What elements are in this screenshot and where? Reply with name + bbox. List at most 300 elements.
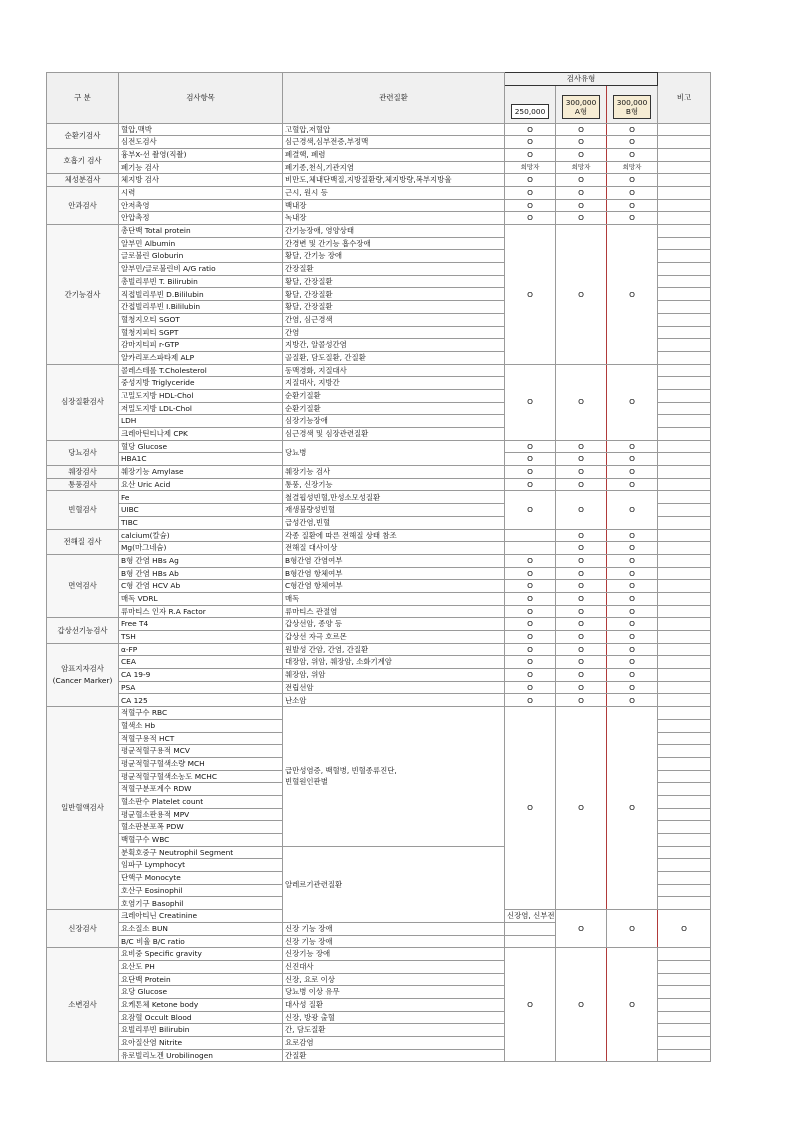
related-disease: B형간염 항체여부 bbox=[283, 567, 505, 580]
table-row bbox=[47, 948, 711, 961]
mark-type-a: O bbox=[556, 186, 607, 199]
section-name bbox=[47, 225, 119, 365]
related-disease: 간염 bbox=[283, 326, 505, 339]
test-item: B/C 비율 B/C ratio bbox=[119, 935, 283, 948]
mark-basic: O bbox=[505, 364, 556, 440]
related-disease: 신장염, 신부전 bbox=[505, 910, 556, 923]
mark-type-b: O bbox=[607, 199, 658, 212]
note-cell bbox=[658, 1024, 711, 1037]
test-item: 혈색소 Hb bbox=[119, 719, 283, 732]
mark-type-a: O bbox=[556, 554, 607, 567]
mark-basic: O bbox=[505, 554, 556, 567]
related-disease: 간장질환 bbox=[283, 263, 505, 276]
test-item: 요당 Glucose bbox=[119, 986, 283, 999]
section-name bbox=[47, 174, 119, 187]
note-cell bbox=[658, 998, 711, 1011]
test-item: 혈청지피티 SGPT bbox=[119, 326, 283, 339]
note-cell bbox=[658, 402, 711, 415]
note-cell bbox=[658, 707, 711, 720]
section-name bbox=[47, 123, 119, 148]
test-item: 총단백 Total protein bbox=[119, 225, 283, 238]
mark-type-b: O bbox=[607, 478, 658, 491]
note-cell bbox=[658, 948, 711, 961]
related-disease: 췌장암, 위암 bbox=[283, 669, 505, 682]
note-cell bbox=[658, 872, 711, 885]
mark-type-a: O bbox=[556, 364, 607, 440]
mark-type-a: O bbox=[556, 440, 607, 453]
test-item: 고밀도지방 HDL-Chol bbox=[119, 389, 283, 402]
test-item: B형 간염 HBs Ab bbox=[119, 567, 283, 580]
test-item: 매독 VDRL bbox=[119, 592, 283, 605]
related-disease: 당뇨병 이상 유무 bbox=[283, 986, 505, 999]
note-cell bbox=[658, 745, 711, 758]
test-item: 알카리포스파타제 ALP bbox=[119, 351, 283, 364]
section-name bbox=[47, 478, 119, 491]
note-cell bbox=[658, 846, 711, 859]
table-row bbox=[47, 707, 711, 720]
related-disease: 폐결핵, 폐렴 bbox=[283, 148, 505, 161]
related-disease: 신장, 요로 이상 bbox=[283, 973, 505, 986]
note-cell bbox=[658, 516, 711, 529]
related-disease: 원발성 간암, 간염, 간질환 bbox=[283, 643, 505, 656]
mark-type-a: O bbox=[556, 707, 607, 910]
section-title: 면역검사 bbox=[68, 581, 97, 591]
related-disease: 전해질 대사이상 bbox=[283, 542, 505, 555]
table-row bbox=[47, 491, 711, 504]
section-title: 체성분검사 bbox=[64, 175, 101, 185]
test-item: 적혈구용적 HCT bbox=[119, 732, 283, 745]
mark-type-a: O bbox=[556, 948, 607, 1062]
related-disease: C형간염 항체여부 bbox=[283, 580, 505, 593]
related-disease: 요로감염 bbox=[283, 1037, 505, 1050]
test-item: 분획호중구 Neutrophil Segment bbox=[119, 846, 283, 859]
section-title: 당뇨검사 bbox=[68, 448, 97, 458]
test-item: 안압촉정 bbox=[119, 212, 283, 225]
test-item: 폐기능 검사 bbox=[119, 161, 283, 174]
note-cell bbox=[658, 123, 711, 136]
note-cell bbox=[658, 694, 711, 707]
table-row bbox=[47, 669, 711, 682]
mark-basic: O bbox=[505, 707, 556, 910]
note-cell bbox=[658, 263, 711, 276]
test-item: 평균적혈구혈색소량 MCH bbox=[119, 757, 283, 770]
note-cell bbox=[658, 656, 711, 669]
section-name bbox=[47, 948, 119, 1062]
table-row bbox=[47, 554, 711, 567]
note-cell bbox=[658, 377, 711, 390]
table-row bbox=[47, 618, 711, 631]
section-title: 빈혈검사 bbox=[68, 505, 97, 515]
test-item: 유로빌리노겐 Urobilinogen bbox=[119, 1049, 283, 1062]
test-item: Fe bbox=[119, 491, 283, 504]
mark-type-b: O bbox=[607, 592, 658, 605]
header-disease: 관련질환 bbox=[283, 73, 505, 124]
disease-text: 급만성염증, 백혈병, 빈혈종류진단, bbox=[285, 765, 397, 775]
test-item: 혈청지오티 SGOT bbox=[119, 313, 283, 326]
mark-type-b: O bbox=[607, 681, 658, 694]
mark-type-a: O bbox=[556, 605, 607, 618]
test-item: CEA bbox=[119, 656, 283, 669]
section-title: 갑상선기능검사 bbox=[57, 625, 108, 635]
test-item: 혈소판수 Platelet count bbox=[119, 795, 283, 808]
header-test-type: 검사유형 bbox=[505, 73, 658, 86]
test-item: 안저촉영 bbox=[119, 199, 283, 212]
test-item: 시력 bbox=[119, 186, 283, 199]
mark-type-b: O bbox=[607, 605, 658, 618]
related-disease: 신장기능 장애 bbox=[283, 948, 505, 961]
test-item: B형 간염 HBs Ag bbox=[119, 554, 283, 567]
related-disease: 갑상선 자극 호르몬 bbox=[283, 631, 505, 644]
related-disease: 통풍, 신장기능 bbox=[283, 478, 505, 491]
related-disease: 간경변 및 간기능 흡수장애 bbox=[283, 237, 505, 250]
test-item: 중성지방 Triglyceride bbox=[119, 377, 283, 390]
related-disease: 심근경색 및 심장관련질환 bbox=[283, 428, 505, 441]
table-row bbox=[47, 148, 711, 161]
table-row bbox=[47, 199, 711, 212]
note-cell bbox=[505, 922, 556, 935]
related-disease: 급성간염,빈혈 bbox=[283, 516, 505, 529]
related-disease: 폐기종,천식,기관지염 bbox=[283, 161, 505, 174]
mark-type-b: O bbox=[607, 580, 658, 593]
related-disease: 대장암, 위암, 췌장암, 소화기계암 bbox=[283, 656, 505, 669]
test-item: 요아질산염 Nitrite bbox=[119, 1037, 283, 1050]
note-cell bbox=[658, 859, 711, 872]
test-item: 혈소판분포폭 PDW bbox=[119, 821, 283, 834]
mark-type-b: O bbox=[607, 440, 658, 453]
related-disease: 갑상선암, 종양 등 bbox=[283, 618, 505, 631]
test-item: 총빌리루빈 T. Bilirubin bbox=[119, 275, 283, 288]
mark-basic: O bbox=[505, 225, 556, 365]
note-cell bbox=[505, 935, 556, 948]
note-cell bbox=[658, 631, 711, 644]
section-name bbox=[47, 186, 119, 224]
mark-type-b: 희망자 bbox=[607, 161, 658, 174]
mark-type-b: O bbox=[607, 707, 658, 910]
note-cell bbox=[658, 986, 711, 999]
note-cell bbox=[658, 719, 711, 732]
mark-type-b: O bbox=[607, 567, 658, 580]
test-item: CA 19-9 bbox=[119, 669, 283, 682]
note-cell bbox=[658, 288, 711, 301]
related-disease: 간염, 심근경색 bbox=[283, 313, 505, 326]
table-row bbox=[47, 212, 711, 225]
table-row bbox=[47, 592, 711, 605]
related-disease: 지방간, 알콜성간염 bbox=[283, 339, 505, 352]
mark-basic: O bbox=[505, 478, 556, 491]
related-disease: 신장 기능 장애 bbox=[283, 922, 505, 935]
test-item: 알부민 Albumin bbox=[119, 237, 283, 250]
note-cell bbox=[658, 669, 711, 682]
price-basic: 250,000 bbox=[511, 104, 550, 119]
test-item: 저밀도지방 LDL-Chol bbox=[119, 402, 283, 415]
note-cell bbox=[658, 212, 711, 225]
note-cell bbox=[658, 161, 711, 174]
header-note: 비고 bbox=[658, 73, 711, 124]
table-row bbox=[47, 364, 711, 377]
test-item: C형 간염 HCV Ab bbox=[119, 580, 283, 593]
section-title: 안과검사 bbox=[68, 200, 97, 210]
related-disease: 간질환 bbox=[283, 1049, 505, 1062]
related-disease bbox=[283, 846, 505, 922]
test-item: TIBC bbox=[119, 516, 283, 529]
related-disease: 순환기질환 bbox=[283, 402, 505, 415]
test-item: 크레아티닌 Creatinine bbox=[119, 910, 283, 923]
related-disease: 고혈압,저혈압 bbox=[283, 123, 505, 136]
test-item: LDH bbox=[119, 415, 283, 428]
note-cell bbox=[658, 326, 711, 339]
mark-type-b: O bbox=[607, 643, 658, 656]
mark-type-a: O bbox=[556, 681, 607, 694]
mark-type-a: O bbox=[556, 212, 607, 225]
mark-type-a: 희망자 bbox=[556, 161, 607, 174]
table-row bbox=[47, 631, 711, 644]
test-item: 요케톤체 Ketone body bbox=[119, 998, 283, 1011]
checkup-table bbox=[46, 72, 711, 1062]
note-cell bbox=[658, 554, 711, 567]
type-basic bbox=[505, 85, 556, 123]
note-cell bbox=[658, 529, 711, 542]
mark-type-a: O bbox=[556, 148, 607, 161]
note-cell bbox=[658, 1049, 711, 1062]
related-disease: 간, 담도질환 bbox=[283, 1024, 505, 1037]
section-subtitle: (Cancer Marker) bbox=[52, 675, 113, 685]
note-cell bbox=[658, 301, 711, 314]
related-disease: 백내장 bbox=[283, 199, 505, 212]
note-cell bbox=[658, 592, 711, 605]
mark-basic: O bbox=[505, 669, 556, 682]
mark-type-a: O bbox=[556, 618, 607, 631]
mark-basic: O bbox=[505, 681, 556, 694]
note-cell bbox=[658, 960, 711, 973]
mark-basic: O bbox=[505, 592, 556, 605]
related-disease: 철결핍성빈혈,만성소모성질환 bbox=[283, 491, 505, 504]
header-category: 구 분 bbox=[47, 73, 119, 124]
section-name bbox=[47, 910, 119, 948]
related-disease: 비만도,체내단백질,지방질환량,체지방량,복부지방율 bbox=[283, 174, 505, 187]
table-row bbox=[47, 186, 711, 199]
test-item: α-FP bbox=[119, 643, 283, 656]
related-disease: 녹내장 bbox=[283, 212, 505, 225]
section-name bbox=[47, 148, 119, 173]
related-disease: B형간염 간염여부 bbox=[283, 554, 505, 567]
price-b: 300,000 B형 bbox=[613, 95, 652, 119]
test-item: 크레아틴티나제 CPK bbox=[119, 428, 283, 441]
disease-text: 빈혈원인판별 bbox=[285, 777, 328, 787]
related-disease: 당뇨병 bbox=[283, 440, 505, 465]
section-title: 통풍검사 bbox=[68, 479, 97, 489]
mark-type-a: O bbox=[607, 910, 658, 948]
test-item: CA 125 bbox=[119, 694, 283, 707]
section-title: 간기능검사 bbox=[64, 289, 101, 299]
section-name bbox=[47, 491, 119, 529]
note-cell bbox=[658, 808, 711, 821]
note-cell bbox=[658, 681, 711, 694]
mark-type-b: O bbox=[607, 212, 658, 225]
mark-type-b: O bbox=[607, 694, 658, 707]
type-b bbox=[607, 85, 658, 123]
mark-type-b: O bbox=[607, 453, 658, 466]
related-disease: 황달, 간기능 장애 bbox=[283, 250, 505, 263]
mark-type-b: O bbox=[607, 364, 658, 440]
note-cell bbox=[658, 1037, 711, 1050]
related-disease: 심근경색,심부전증,부정맥 bbox=[283, 136, 505, 149]
related-disease: 순환기질환 bbox=[283, 389, 505, 402]
test-item: 심전도검사 bbox=[119, 136, 283, 149]
note-cell bbox=[658, 897, 711, 910]
related-disease: 황달, 간장질환 bbox=[283, 275, 505, 288]
note-cell bbox=[658, 770, 711, 783]
mark-type-b: O bbox=[607, 136, 658, 149]
mark-type-a: O bbox=[556, 136, 607, 149]
table-row bbox=[47, 136, 711, 149]
table-row bbox=[47, 440, 711, 453]
table-row bbox=[47, 580, 711, 593]
table-row bbox=[47, 567, 711, 580]
table-body bbox=[47, 123, 711, 1062]
test-item: 체지방 검사 bbox=[119, 174, 283, 187]
test-item: 단핵구 Monocyte bbox=[119, 872, 283, 885]
mark-type-a: O bbox=[556, 694, 607, 707]
mark-basic: O bbox=[505, 643, 556, 656]
test-item: 알부민/글로불린비 A/G ratio bbox=[119, 263, 283, 276]
table-row bbox=[47, 529, 711, 542]
mark-type-b: O bbox=[607, 491, 658, 529]
note-cell bbox=[658, 453, 711, 466]
table-row bbox=[47, 643, 711, 656]
mark-type-a: O bbox=[556, 592, 607, 605]
related-disease: 심장기능장애 bbox=[283, 415, 505, 428]
test-item: 평균적혈구용적 MCV bbox=[119, 745, 283, 758]
note-cell bbox=[658, 440, 711, 453]
mark-type-a: O bbox=[556, 453, 607, 466]
mark-type-b: O bbox=[658, 910, 711, 948]
mark-type-a: O bbox=[556, 225, 607, 365]
related-disease: 지질대사, 지방간 bbox=[283, 377, 505, 390]
note-cell bbox=[658, 275, 711, 288]
test-item: 혈압,맥박 bbox=[119, 123, 283, 136]
mark-type-b: O bbox=[607, 669, 658, 682]
mark-basic: O bbox=[505, 631, 556, 644]
note-cell bbox=[658, 389, 711, 402]
mark-basic: O bbox=[505, 440, 556, 453]
mark-type-a: O bbox=[556, 643, 607, 656]
test-item: Mg(마그네슘) bbox=[119, 542, 283, 555]
test-item: 요산도 PH bbox=[119, 960, 283, 973]
test-item: 간접빌리루빈 I.Bililubin bbox=[119, 301, 283, 314]
note-cell bbox=[658, 428, 711, 441]
table-row bbox=[47, 123, 711, 136]
section-title: 전해질 검사 bbox=[63, 536, 102, 546]
note-cell bbox=[658, 884, 711, 897]
mark-type-a: O bbox=[556, 656, 607, 669]
related-disease: 췌장기능 검사 bbox=[283, 466, 505, 479]
mark-basic: O bbox=[505, 694, 556, 707]
test-item: Free T4 bbox=[119, 618, 283, 631]
note-cell bbox=[658, 504, 711, 517]
test-item: 호산구 Eosinophil bbox=[119, 884, 283, 897]
mark-basic: O bbox=[505, 199, 556, 212]
table-row bbox=[47, 605, 711, 618]
test-item: 요소질소 BUN bbox=[119, 922, 283, 935]
test-item: 평균적혈구혈색소농도 MCHC bbox=[119, 770, 283, 783]
note-cell bbox=[658, 466, 711, 479]
test-item: 요단백 Protein bbox=[119, 973, 283, 986]
mark-type-a: O bbox=[556, 199, 607, 212]
note-cell bbox=[658, 732, 711, 745]
mark-type-a: O bbox=[556, 631, 607, 644]
mark-type-b: O bbox=[607, 186, 658, 199]
note-cell bbox=[658, 199, 711, 212]
test-item: HBA1C bbox=[119, 453, 283, 466]
mark-type-a: O bbox=[556, 478, 607, 491]
related-disease: 황달, 간장질환 bbox=[283, 301, 505, 314]
mark-basic bbox=[505, 542, 556, 555]
table-row bbox=[47, 466, 711, 479]
test-item: 혈당 Glucose bbox=[119, 440, 283, 453]
test-item: 췌장기능 Amylase bbox=[119, 466, 283, 479]
related-disease: 근시, 원시 등 bbox=[283, 186, 505, 199]
test-item: 백혈구수 WBC bbox=[119, 834, 283, 847]
related-disease: 류마티스 관절염 bbox=[283, 605, 505, 618]
mark-type-a: O bbox=[556, 123, 607, 136]
mark-type-b: O bbox=[607, 529, 658, 542]
test-item: 글로불린 Globurin bbox=[119, 250, 283, 263]
test-item: 적혈구수 RBC bbox=[119, 707, 283, 720]
section-name bbox=[47, 440, 119, 465]
note-cell bbox=[658, 250, 711, 263]
mark-type-a: O bbox=[556, 529, 607, 542]
note-cell bbox=[658, 491, 711, 504]
note-cell bbox=[658, 237, 711, 250]
mark-basic: O bbox=[505, 618, 556, 631]
section-title: 췌장검사 bbox=[68, 467, 97, 477]
mark-type-b: O bbox=[607, 618, 658, 631]
mark-basic: O bbox=[505, 567, 556, 580]
related-disease: 대사성 질환 bbox=[283, 998, 505, 1011]
note-cell bbox=[658, 186, 711, 199]
mark-basic: O bbox=[505, 948, 556, 1062]
test-item: 직접빌리루빈 D.Bililubin bbox=[119, 288, 283, 301]
test-item: 요빌리루빈 Bilirubin bbox=[119, 1024, 283, 1037]
section-title: 순환기검사 bbox=[64, 130, 101, 140]
related-disease: 신진대사 bbox=[283, 960, 505, 973]
related-disease: 황달, 간장질환 bbox=[283, 288, 505, 301]
mark-basic bbox=[505, 529, 556, 542]
mark-type-b: O bbox=[607, 466, 658, 479]
mark-basic: 희망자 bbox=[505, 161, 556, 174]
table-row bbox=[47, 225, 711, 238]
mark-basic: O bbox=[505, 186, 556, 199]
mark-type-b: O bbox=[607, 542, 658, 555]
header-item: 검사항목 bbox=[119, 73, 283, 124]
mark-basic: O bbox=[505, 123, 556, 136]
test-item: 호염기구 Basophil bbox=[119, 897, 283, 910]
mark-type-b: O bbox=[607, 174, 658, 187]
note-cell bbox=[658, 136, 711, 149]
mark-basic: O bbox=[505, 136, 556, 149]
mark-basic: O bbox=[505, 580, 556, 593]
note-cell bbox=[658, 618, 711, 631]
note-cell bbox=[658, 821, 711, 834]
mark-basic: O bbox=[505, 212, 556, 225]
mark-type-a: O bbox=[556, 580, 607, 593]
related-disease: 재생불량성빈혈 bbox=[283, 504, 505, 517]
table-row bbox=[47, 161, 711, 174]
table-row bbox=[47, 174, 711, 187]
mark-type-a: O bbox=[556, 542, 607, 555]
related-disease: 신장 기능 장애 bbox=[283, 935, 505, 948]
section-title: 소변검사 bbox=[68, 1000, 97, 1010]
